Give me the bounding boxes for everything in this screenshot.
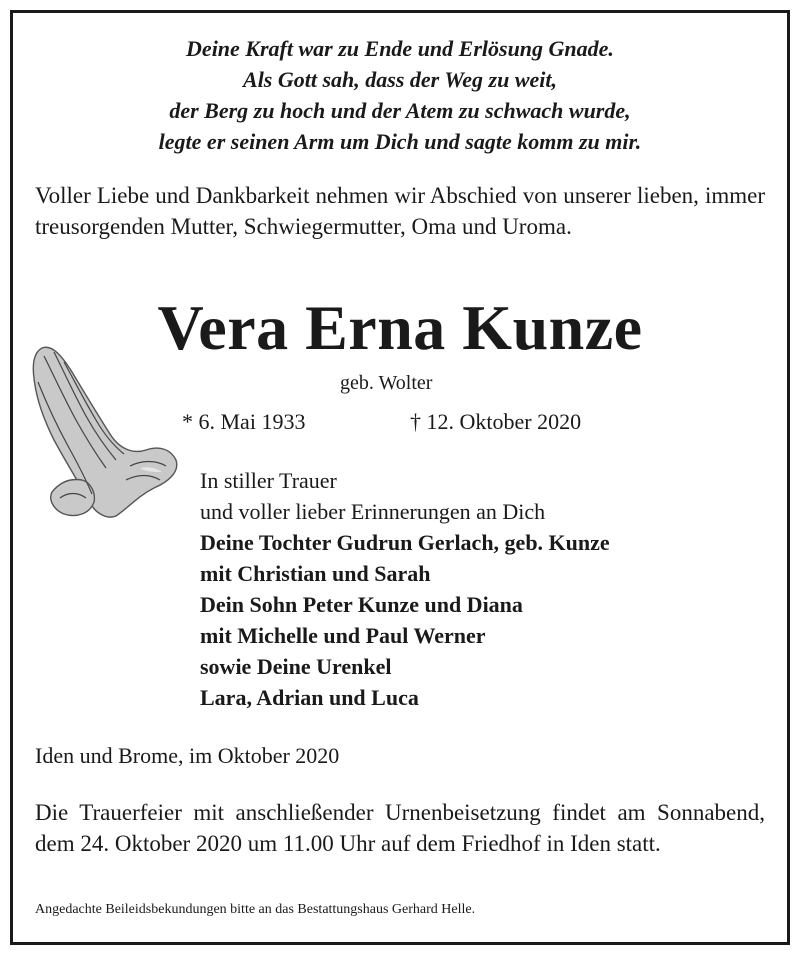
- poem-line: Deine Kraft war zu Ende und Erlösung Gnade.: [186, 36, 614, 61]
- mourner-name: Deine Tochter Gudrun Gerlach, geb. Kunze: [200, 530, 610, 555]
- poem-line: legte er seinen Arm um Dich und sagte komm zu mir.: [158, 129, 642, 154]
- mourner-name: mit Christian und Sarah: [200, 561, 431, 586]
- funeral-info: Die Trauerfeier mit anschließender Urnenbeisetzung findet am Sonnabend, dem 24. Oktober 2020 um 11.00 Uhr auf dem Friedhof in Iden statt.: [35, 800, 765, 856]
- birth-date: * 6. Mai 1933: [182, 409, 306, 434]
- poem-line: Als Gott sah, dass der Weg zu weit,: [243, 67, 557, 92]
- poem: [0, 33, 800, 157]
- place-date: Iden und Brome, im Oktober 2020: [35, 743, 340, 768]
- mourner-name: Lara, Adrian und Luca: [200, 685, 419, 710]
- condolence-note: Angedachte Beileidsbekundungen bitte an das Bestattungshaus Gerhard Helle.: [35, 902, 476, 917]
- intro-text: Voller Liebe und Dankbarkeit nehmen wir Abschied von unserer lieben, immer treusorgenden Mutter, Schwiegermutter, Oma und Uroma.: [35, 183, 765, 239]
- mourner-name: mit Michelle und Paul Werner: [200, 623, 486, 648]
- mourning-line: und voller lieber Erinnerungen an Dich: [200, 499, 546, 524]
- mourning-line: In stiller Trauer: [200, 468, 337, 493]
- mourner-name: Dein Sohn Peter Kunze und Diana: [200, 592, 523, 617]
- praying-hands-icon: [30, 342, 180, 520]
- death-date: † 12. Oktober 2020: [410, 409, 582, 434]
- birth-name: geb. Wolter: [340, 372, 433, 394]
- mourners-block: [200, 465, 610, 713]
- deceased-name: Vera Erna Kunze: [157, 292, 643, 363]
- poem-line: der Berg zu hoch und der Atem zu schwach wurde,: [169, 98, 631, 123]
- mourner-name: sowie Deine Urenkel: [200, 654, 392, 679]
